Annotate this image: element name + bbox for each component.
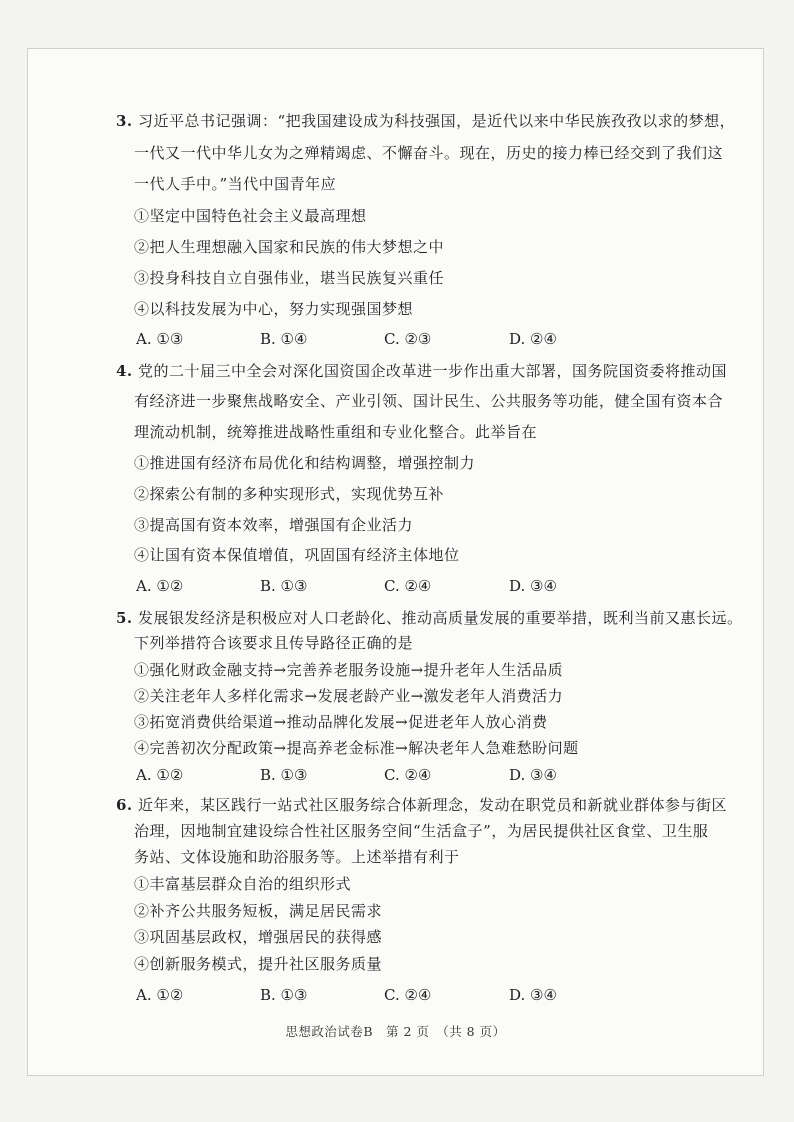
question-4-item-4: ④让国有资本保值增值，巩固国有经济主体地位	[134, 546, 460, 564]
question-3-option-d: D. ②④	[509, 330, 557, 348]
question-5-item-1: ①强化财政金融支持→完善养老服务设施→提升老年人生活品质	[134, 661, 564, 679]
exam-page	[27, 48, 764, 1076]
question-4-stem-line-3: 理流动机制，统筹推进战略性重组和专业化整合。此举旨在	[134, 423, 538, 441]
question-3-option-c: C. ②③	[384, 330, 432, 348]
question-5-option-b: B. ①③	[260, 766, 308, 784]
question-4-option-b: B. ①③	[260, 577, 308, 595]
question-3-option-b: B. ①④	[260, 330, 308, 348]
question-6-stem-line-1: 6. 近年来，某区践行一站式社区服务综合体新理念，发动在职党员和新就业群体参与街区	[116, 796, 727, 814]
question-5-item-2: ②关注老年人多样化需求→发展老龄产业→激发老年人消费活力	[134, 687, 564, 705]
question-6-item-2: ②补齐公共服务短板，满足居民需求	[134, 902, 383, 920]
page-footer: 思想政治试卷B 第 2 页 （共 8 页）	[285, 1024, 506, 1039]
question-4-option-a: A. ①②	[136, 577, 184, 595]
question-5-stem-line-1: 5. 发展银发经济是积极应对人口老龄化、推动高质量发展的重要举措，既利当前又惠长远。	[116, 609, 743, 627]
question-5-item-3: ③拓宽消费供给渠道→推动品牌化发展→促进老年人放心消费	[134, 713, 548, 731]
question-5-item-4: ④完善初次分配政策→提高养老金标准→解决老年人急难愁盼问题	[134, 739, 579, 757]
question-6-option-a: A. ①②	[136, 986, 184, 1004]
question-number: 3.	[116, 112, 133, 130]
question-5-stem-line-2: 下列举措符合该要求且传导路径正确的是	[134, 634, 414, 652]
question-4-option-d: D. ③④	[509, 577, 557, 595]
question-4-stem-line-1: 4. 党的二十届三中全会对深化国资国企改革进一步作出重大部署，国务院国资委将推动国	[116, 362, 727, 380]
question-3-option-a: A. ①③	[136, 330, 184, 348]
question-6-stem-line-2: 治理，因地制宜建设综合性社区服务空间“生活盒子”，为居民提供社区食堂、卫生服	[134, 822, 709, 840]
question-3-stem-line-1: 3. 习近平总书记强调：“把我国建设成为科技强国，是近代以来中华民族孜孜以求的梦想，	[116, 112, 736, 130]
question-6-item-4: ④创新服务模式，提升社区服务质量	[134, 955, 383, 973]
question-6-item-3: ③巩固基层政权，增强居民的获得感	[134, 928, 383, 946]
question-number: 4.	[116, 362, 133, 380]
question-4-item-3: ③提高国有资本效率，增强国有企业活力	[134, 516, 414, 534]
question-5-option-d: D. ③④	[509, 766, 557, 784]
question-4-item-2: ②探索公有制的多种实现形式，实现优势互补	[134, 485, 445, 503]
question-4-option-c: C. ②④	[384, 577, 432, 595]
question-3-item-2: ②把人生理想融入国家和民族的伟大梦想之中	[134, 238, 445, 256]
question-6-option-c: C. ②④	[384, 986, 432, 1004]
question-6-stem-line-3: 务站、文体设施和助浴服务等。上述举措有利于	[134, 848, 460, 866]
question-5-option-a: A. ①②	[136, 766, 184, 784]
question-number: 5.	[116, 609, 133, 627]
question-4-stem-line-2: 有经济进一步聚焦战略安全、产业引领、国计民生、公共服务等功能，健全国有资本合	[134, 392, 724, 410]
question-number: 6.	[116, 796, 133, 814]
question-3-stem-line-2: 一代又一代中华儿女为之殚精竭虑、不懈奋斗。现在，历史的接力棒已经交到了我们这	[134, 144, 724, 162]
question-6-option-d: D. ③④	[509, 986, 557, 1004]
question-3-item-4: ④以科技发展为中心，努力实现强国梦想	[134, 300, 414, 318]
question-3-item-1: ①坚定中国特色社会主义最高理想	[134, 207, 367, 225]
question-6-item-1: ①丰富基层群众自治的组织形式	[134, 875, 352, 893]
question-4-item-1: ①推进国有经济布局优化和结构调整，增强控制力	[134, 454, 476, 472]
question-3-item-3: ③投身科技自立自强伟业，堪当民族复兴重任	[134, 269, 445, 287]
question-3-stem-line-3: 一代人手中。”当代中国青年应	[134, 175, 337, 193]
question-5-option-c: C. ②④	[384, 766, 432, 784]
question-6-option-b: B. ①③	[260, 986, 308, 1004]
